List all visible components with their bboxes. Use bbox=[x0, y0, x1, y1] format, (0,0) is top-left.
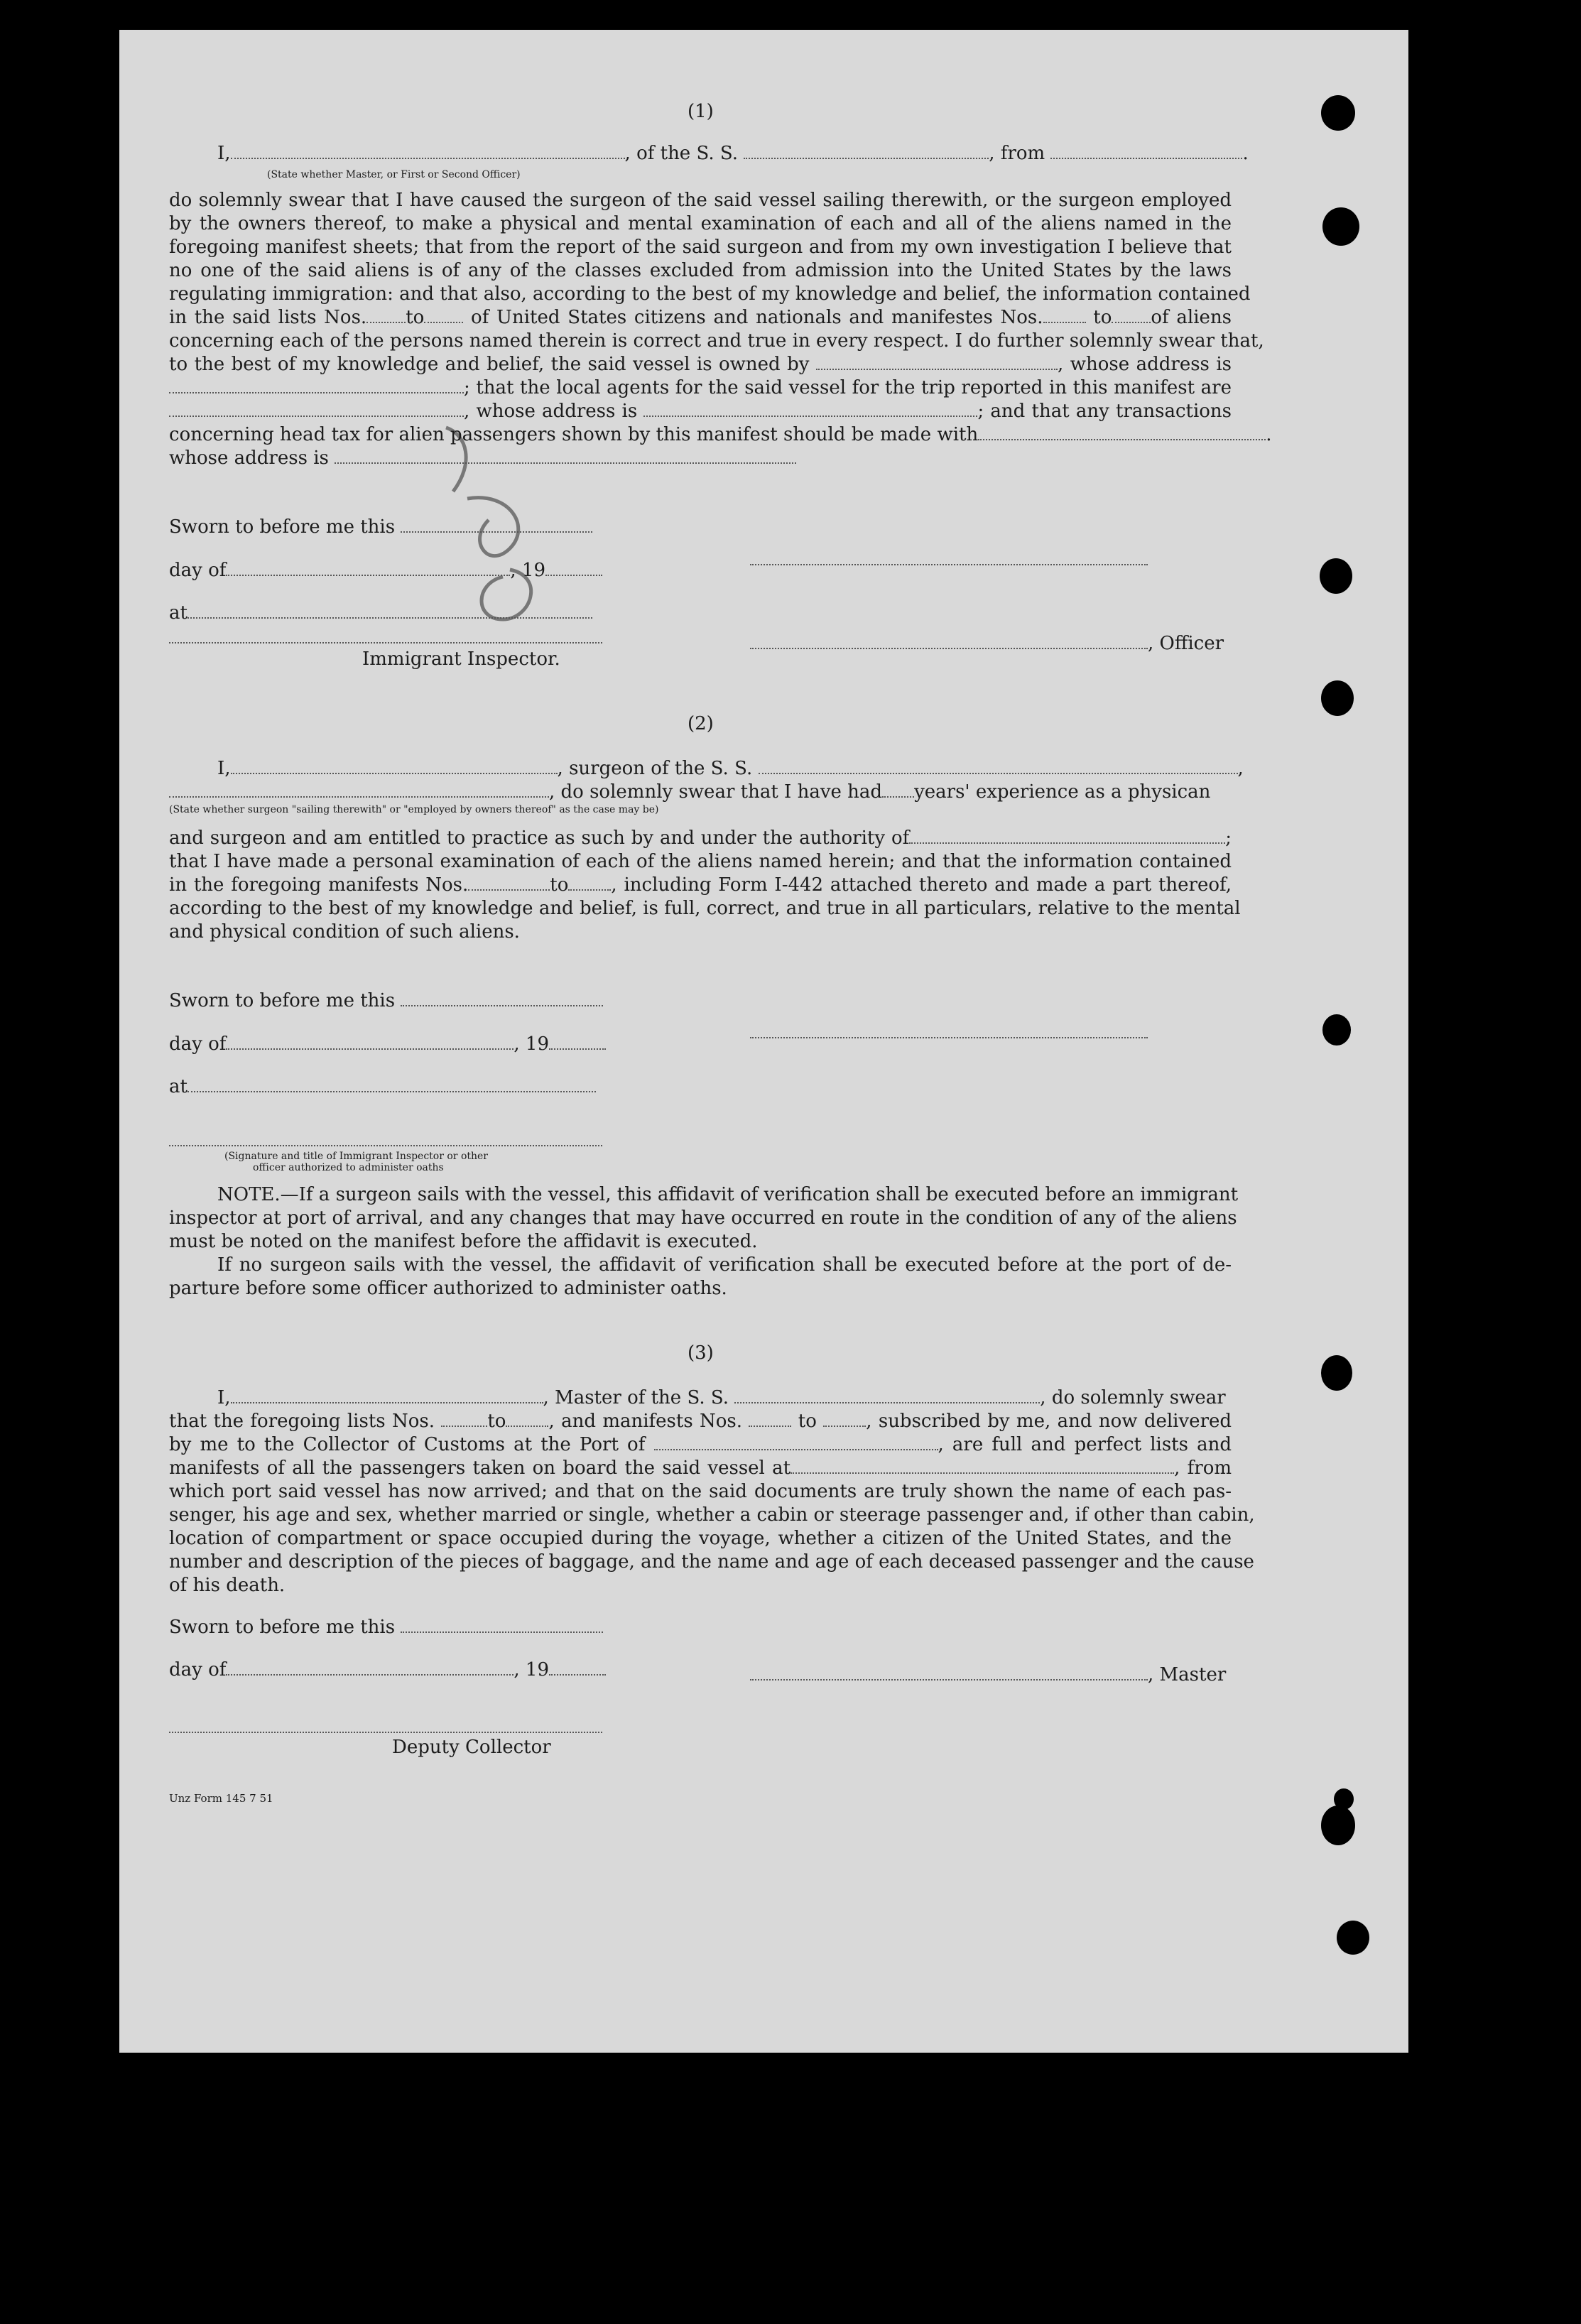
text: in the foregoing manifests Nos. bbox=[169, 874, 469, 896]
at-field[interactable] bbox=[188, 603, 592, 619]
owner-field[interactable] bbox=[816, 354, 1058, 370]
lists-from-field[interactable] bbox=[441, 1411, 487, 1427]
text: I, bbox=[217, 1387, 231, 1408]
body-line: do solemnly swear that I have caused the surgeon of the said vessel sailing therewith, or the surgeon employed bbox=[169, 190, 1232, 211]
text: Sworn to before me this bbox=[169, 1617, 396, 1638]
surgeon-name-field[interactable] bbox=[231, 759, 558, 774]
text: , Master bbox=[1148, 1664, 1227, 1685]
signer-title: Deputy Collector bbox=[392, 1737, 551, 1758]
signature-note: officer authorized to administer oaths bbox=[253, 1162, 444, 1173]
text: ; that the local agents for the said vessel for the trip reported in this manifest are bbox=[464, 377, 1232, 398]
note-line: NOTE.—If a surgeon sails with the vessel, this affidavit of verification shall be executed before an immigrant bbox=[217, 1184, 1239, 1205]
text: , are full and perfect lists and bbox=[938, 1434, 1232, 1455]
at-field[interactable] bbox=[188, 1077, 596, 1092]
text: to the best of my knowledge and belief, the said vessel is owned by bbox=[169, 354, 810, 375]
officer-signature-line[interactable] bbox=[750, 634, 1148, 649]
text: whose address is bbox=[169, 447, 329, 469]
text: Sworn to before me this bbox=[169, 990, 396, 1011]
text: , 19 bbox=[514, 1033, 549, 1055]
inspector-signature-line[interactable] bbox=[169, 642, 602, 644]
text: I, bbox=[217, 143, 231, 164]
years-field[interactable] bbox=[882, 782, 914, 798]
text: concerning head tax for alien passengers shown by this manifest should be made with bbox=[169, 424, 979, 445]
text: day of bbox=[169, 560, 227, 581]
from-port-field[interactable] bbox=[1050, 143, 1242, 159]
text: ; and that any transactions bbox=[977, 401, 1232, 422]
collector-signature-line[interactable] bbox=[169, 1732, 602, 1733]
body-line: that I have made a personal examination of each of the aliens named herein; and that the information contained bbox=[169, 851, 1232, 872]
text: to bbox=[550, 874, 569, 896]
text: to bbox=[1093, 307, 1112, 328]
section-number: (1) bbox=[688, 101, 714, 122]
text: to bbox=[798, 1411, 817, 1432]
sworn-date-field[interactable] bbox=[401, 991, 603, 1006]
agents-address-field[interactable] bbox=[643, 401, 977, 417]
manifests-to-field[interactable] bbox=[823, 1411, 866, 1427]
vessel-name-field[interactable] bbox=[744, 143, 989, 159]
note-line: If no surgeon sails with the vessel, the affidavit of verification shall be executed before at the port of de- bbox=[217, 1254, 1232, 1276]
text: that the foregoing lists Nos. bbox=[169, 1411, 435, 1432]
body-line: which port said vessel has now arrived; and that on the said documents are truly shown the name of each pas- bbox=[169, 1481, 1232, 1502]
note-line: parture before some officer authorized to administer oaths. bbox=[169, 1278, 727, 1299]
text: , do solemnly swear bbox=[1040, 1387, 1226, 1408]
text: day of bbox=[169, 1659, 227, 1680]
text: to bbox=[487, 1411, 506, 1432]
text: . bbox=[1242, 143, 1249, 164]
text: to bbox=[406, 307, 425, 328]
signature-note: (Signature and title of Immigrant Inspector or other bbox=[224, 1151, 488, 1162]
section-number: (3) bbox=[688, 1342, 714, 1364]
master-name-field[interactable] bbox=[231, 1388, 543, 1403]
sworn-date-field[interactable] bbox=[401, 1617, 603, 1633]
punch-hole bbox=[1320, 558, 1352, 594]
punch-hole bbox=[1321, 1355, 1352, 1391]
lists-to-field[interactable] bbox=[424, 308, 463, 323]
body-line: regulating immigration: and that also, according to the best of my knowledge and belief, the information contained bbox=[169, 283, 1251, 305]
form-page bbox=[119, 30, 1408, 2053]
punch-hole bbox=[1321, 680, 1354, 716]
text: , 19 bbox=[514, 1659, 549, 1680]
sworn-date-field[interactable] bbox=[401, 517, 592, 533]
body-line: according to the best of my knowledge and belief, is full, correct, and true in all particulars, relative to the mental bbox=[169, 898, 1241, 919]
text: years' experience as a physican bbox=[914, 781, 1211, 803]
officer-signature-line-top[interactable] bbox=[750, 564, 1148, 565]
text: , surgeon of the S. S. bbox=[557, 758, 753, 779]
punch-hole bbox=[1321, 95, 1355, 131]
body-line: and physical condition of such aliens. bbox=[169, 921, 520, 943]
port-field[interactable] bbox=[654, 1435, 938, 1450]
text: , subscribed by me, and now delivered bbox=[866, 1411, 1232, 1432]
text: by me to the Collector of Customs at the Port of bbox=[169, 1434, 646, 1455]
text: manifests of all the passengers taken on board the said vessel at bbox=[169, 1457, 791, 1479]
text: ; bbox=[1225, 827, 1232, 849]
signer-title: Immigrant Inspector. bbox=[362, 648, 560, 670]
text: , whose address is bbox=[464, 401, 638, 422]
punch-hole bbox=[1334, 1788, 1354, 1810]
body-line: location of compartment or space occupied during the voyage, whether a citizen of the United States, and the bbox=[169, 1528, 1232, 1549]
section-number: (2) bbox=[688, 713, 714, 734]
text: at bbox=[169, 602, 188, 624]
text: of United States citizens and nationals and manifestes Nos. bbox=[471, 307, 1043, 328]
surgeon-type-field[interactable] bbox=[169, 782, 549, 798]
text: in the said lists Nos. bbox=[169, 307, 367, 328]
body-line: of his death. bbox=[169, 1575, 286, 1596]
year-field[interactable] bbox=[549, 1034, 606, 1050]
head-tax-address-field[interactable] bbox=[335, 448, 796, 464]
text: . bbox=[1266, 424, 1272, 445]
officer-name-field[interactable] bbox=[231, 143, 625, 159]
form-number: Unz Form 145 7 51 bbox=[169, 1792, 273, 1805]
lists-from-field[interactable] bbox=[366, 308, 406, 323]
text: , of the S. S. bbox=[624, 143, 739, 164]
text: , from bbox=[1174, 1457, 1232, 1479]
text: I, bbox=[217, 758, 231, 779]
owner-address-field[interactable] bbox=[169, 378, 464, 393]
text: , Master of the S. S. bbox=[543, 1387, 729, 1408]
text: day of bbox=[169, 1033, 227, 1055]
manifests-to-field[interactable] bbox=[568, 875, 611, 891]
punch-hole bbox=[1322, 1014, 1351, 1046]
year-field[interactable] bbox=[545, 560, 602, 576]
lists-to-field[interactable] bbox=[506, 1411, 548, 1427]
text: , 19 bbox=[510, 560, 545, 581]
manifests-to-field[interactable] bbox=[1112, 308, 1151, 323]
departure-port-field[interactable] bbox=[790, 1458, 1174, 1474]
manifests-from-field[interactable] bbox=[1043, 308, 1086, 323]
field-note: (State whether Master, or First or Second Officer) bbox=[267, 169, 521, 180]
text: , do solemnly swear that I have had bbox=[549, 781, 883, 803]
year-field[interactable] bbox=[549, 1660, 606, 1676]
text: Sworn to before me this bbox=[169, 516, 396, 538]
punch-hole bbox=[1321, 1806, 1355, 1845]
body-line: concerning each of the persons named therein is correct and true in every respect. I do further solemnly swear that, bbox=[169, 330, 1264, 352]
body-line: number and description of the pieces of baggage, and the name and age of each deceased passenger and the cause bbox=[169, 1551, 1254, 1573]
body-line: by the owners thereof, to make a physical and mental examination of each and all of the aliens named in the bbox=[169, 213, 1232, 234]
field-note: (State whether surgeon "sailing therewith" or "employed by owners thereof" as the case may be) bbox=[169, 804, 659, 815]
body-line: senger, his age and sex, whether married or single, whether a cabin or steerage passenger and, if other than cabin, bbox=[169, 1504, 1255, 1526]
text: and surgeon and am entitled to practice as such by and under the authority of bbox=[169, 827, 910, 849]
head-tax-field[interactable] bbox=[978, 425, 1266, 440]
body-line: no one of the said aliens is of any of the classes excluded from admission into the United States by the laws bbox=[169, 260, 1232, 281]
manifests-from-field[interactable] bbox=[468, 875, 550, 891]
day-of-field[interactable] bbox=[226, 1034, 514, 1050]
punch-hole bbox=[1337, 1921, 1369, 1955]
day-of-field[interactable] bbox=[226, 560, 510, 576]
manifests-from-field[interactable] bbox=[749, 1411, 791, 1427]
surgeon-signature-line[interactable] bbox=[750, 1037, 1148, 1038]
master-signature-line[interactable] bbox=[750, 1665, 1148, 1680]
text: , bbox=[1237, 758, 1244, 779]
day-of-field[interactable] bbox=[226, 1660, 514, 1676]
body-line: foregoing manifest sheets; that from the report of the said surgeon and from my own investigation I believe that bbox=[169, 237, 1232, 258]
note-line: inspector at port of arrival, and any changes that may have occurred en route in the condition of any of the aliens bbox=[169, 1207, 1237, 1229]
note-line: must be noted on the manifest before the affidavit is executed. bbox=[169, 1231, 758, 1252]
text: , Officer bbox=[1148, 633, 1224, 654]
text: , whose address is bbox=[1058, 354, 1232, 375]
agents-field[interactable] bbox=[169, 401, 464, 417]
text: , including Form I-442 attached thereto and made a part thereof, bbox=[611, 874, 1232, 896]
text: , and manifests Nos. bbox=[548, 1411, 743, 1432]
vessel-name-field[interactable] bbox=[759, 759, 1238, 774]
authority-field[interactable] bbox=[909, 828, 1225, 844]
text: of aliens bbox=[1151, 307, 1232, 328]
vessel-name-field[interactable] bbox=[734, 1388, 1040, 1403]
text: at bbox=[169, 1076, 188, 1097]
inspector-signature-line[interactable] bbox=[169, 1145, 602, 1146]
punch-hole bbox=[1322, 207, 1359, 246]
text: , from bbox=[989, 143, 1045, 164]
